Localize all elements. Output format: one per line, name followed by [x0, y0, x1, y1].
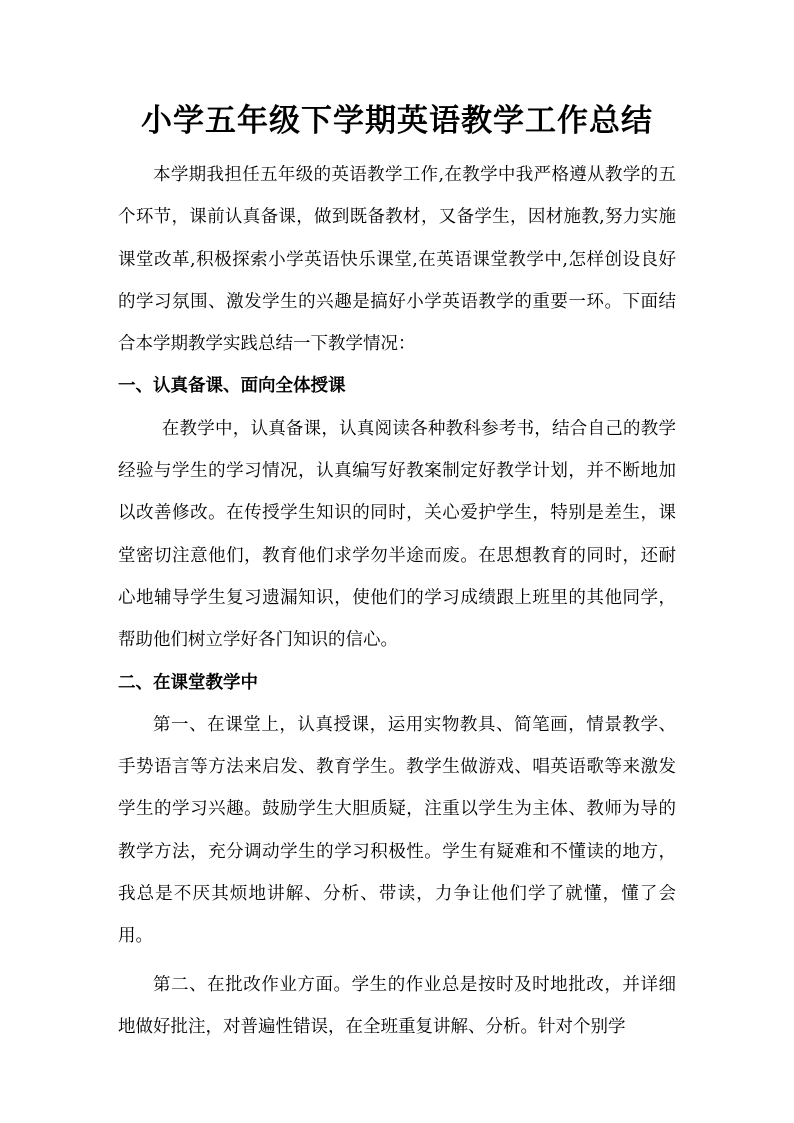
section-1-paragraph-1: 在教学中，认真备课，认真阅读各种教科参考书，结合自己的教学经验与学生的学习情况，认真编写好教案制定好教学计划，并不断地加以改善修改。在传授学生知识的同时，关心爱护学生，特别是差生，课堂密切注意他们，教育他们求学勿半途而废。在思想教育的同时，还耐心地辅导学生复习遗漏知识，使他们的学习成绩跟上班里的其他同学，帮助他们树立学好各门知识的信心。 — [118, 418, 676, 651]
intro-paragraph: 本学期我担任五年级的英语教学工作,在教学中我严格遵从教学的五个环节，课前认真备课，做到既备教材，又备学生，因材施教,努力实施课堂改革,积极探索小学英语快乐课堂,在英语课堂教学中,怎样创设良好的学习氛围、激发学生的兴趣是搞好小学英语教学的重要一环。下面结合本学期教学实践总结一下教学情况： — [118, 165, 676, 355]
document-title: 小学五年级下学期英语教学工作总结 — [141, 103, 653, 139]
section-2-paragraph-1: 第一、在课堂上，认真授课，运用实物教具、简笔画，情景教学、手势语言等方法来启发、教育学生。教学生做游戏、唱英语歌等来激发学生的学习兴趣。鼓励学生大胆质疑，注重以学生为主体、教师为导的教学方法，充分调动学生的学习积极性。学生有疑难和不懂读的地方，我总是不厌其烦地讲解、分析、带读，力争让他们学了就懂，懂了会用。 — [118, 714, 676, 947]
section-2-paragraph-2: 第二、在批改作业方面。学生的作业总是按时及时地批改，并详细地做好批注，对普遍性错误，在全班重复讲解、分析。针对个别学 — [118, 974, 676, 1037]
section-heading-2: 二、在课堂教学中 — [118, 672, 258, 693]
section-heading-1: 一、认真备课、面向全体授课 — [118, 376, 346, 397]
document-page — [118, 88, 676, 1048]
